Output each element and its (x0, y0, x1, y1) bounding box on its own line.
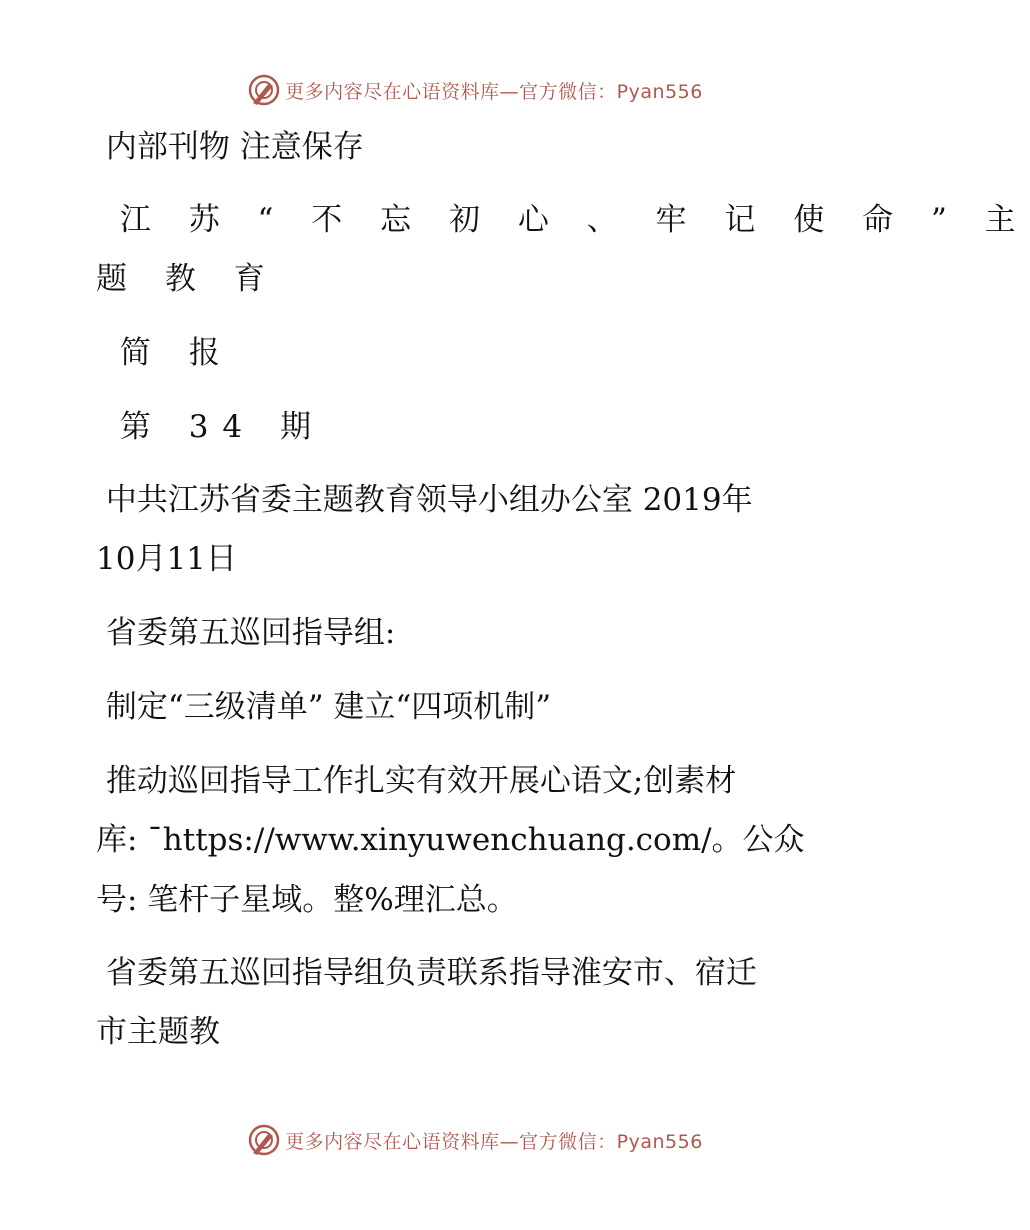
footer-banner-text: 更多内容尽在心语资料库—官方微信：Pyan556 (285, 1130, 703, 1153)
pen-logo-icon (247, 1123, 281, 1157)
pen-logo-icon (247, 73, 281, 107)
doc-line-headline: 制定“三级清单” 建立“四项机制” (96, 689, 552, 725)
doc-line-date: 10月11日 (96, 541, 237, 577)
header-banner-text: 更多内容尽在心语资料库—官方微信：Pyan556 (285, 80, 703, 103)
doc-line-body-5: 市主题教 (96, 1014, 220, 1050)
footer-banner (0, 1120, 950, 1160)
doc-line-issue-number: 第 34 期 (96, 409, 326, 445)
doc-line-briefing: 简 报 (96, 335, 234, 371)
doc-line-internal-publication: 内部刊物 注意保存 (96, 129, 364, 165)
doc-line-title-part1: 江 苏 “ 不 忘 初 心 、 牢 记 使 命 ” 主 (96, 202, 1030, 238)
doc-line-issuer: 中共江苏省委主题教育领导小组办公室 2019年 (96, 482, 753, 518)
doc-line-body-2: 库: ¯https://www.xinyuwenchuang.com/。公众 (96, 822, 805, 858)
doc-line-body-1: 推动巡回指导工作扎实有效开展心语文;创素材 (96, 763, 737, 799)
doc-line-body-3: 号: 笔杆子星域。整%理汇总。 (96, 882, 518, 918)
doc-line-title-part2: 题 教 育 (96, 261, 279, 297)
header-banner (0, 70, 950, 110)
doc-line-guidance-group: 省委第五巡回指导组: (96, 615, 396, 651)
doc-line-body-4: 省委第五巡回指导组负责联系指导淮安市、宿迁 (96, 955, 757, 991)
